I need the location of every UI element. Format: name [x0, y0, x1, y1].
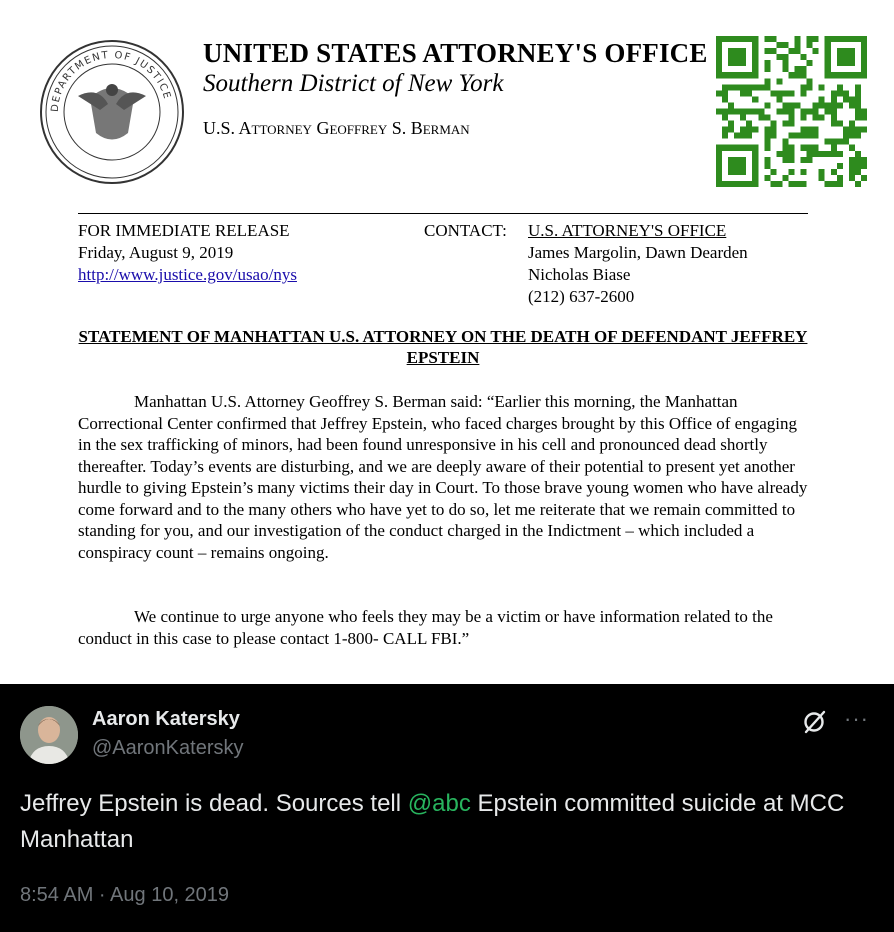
district-name: Southern District of New York	[203, 70, 504, 97]
qr-code-icon	[716, 36, 867, 187]
more-options-icon[interactable]: ···	[844, 706, 869, 731]
release-date: Friday, August 9, 2019	[78, 243, 234, 262]
avatar-image-icon	[20, 706, 78, 764]
doj-seal-icon	[38, 38, 186, 186]
header-divider	[78, 213, 808, 214]
contact-info	[424, 220, 748, 308]
statement-title: STATEMENT OF MANHATTAN U.S. ATTORNEY ON THE DEATH OF DEFENDANT JEFFREY EPSTEIN	[78, 327, 808, 367]
contact-names-1: James Margolin, Dawn Dearden	[528, 243, 748, 262]
release-info	[78, 220, 297, 286]
contact-phone: (212) 637-2600	[528, 287, 635, 306]
tweet-text	[20, 786, 880, 858]
office-title: UNITED STATES ATTORNEY'S OFFICE	[203, 38, 708, 68]
office-url-link[interactable]: http://www.justice.gov/usao/nys	[78, 265, 297, 284]
release-label: FOR IMMEDIATE RELEASE	[78, 221, 290, 240]
svg-text:DEPARTMENT OF JUSTICE: DEPARTMENT OF JUSTICE	[49, 49, 173, 113]
tweet-text-part: Jeffrey Epstein is dead. Sources tell	[20, 790, 408, 817]
mention-link[interactable]: @abc	[407, 790, 471, 817]
grok-icon[interactable]	[800, 708, 828, 736]
statement-paragraph-1: Manhattan U.S. Attorney Geoffrey S. Berman said: “Earlier this morning, the Manhattan Correctional Center confirmed that Jeffrey Epstein, who faced charges brought by this Office of engaging in the sex trafficking of minors, had been found unresponsive in his cell and pronounced dead shortly thereafter. Today’s events are disturbing, and we are deeply aware of their potential to present yet another hurdle to giving Epstein’s many victims their day in Court. To those brave young women who have already come forward and to the many others who have yet to do so, let me reiterate that we remain committed to standing for you, and our investigation of the conduct charged in the Indictment – which included a conspiracy count – remains ongoing.	[78, 392, 808, 562]
statement-paragraph-2: We continue to urge anyone who feels they may be a victim or have information related to the conduct in this case to please contact 1-800- CALL FBI.”	[78, 607, 773, 648]
contact-names-2: Nicholas Biase	[528, 265, 631, 284]
tweet-text-part: Epstein committed suicide at MCC Manhattan	[20, 790, 845, 853]
tweet-timestamp[interactable]: 8:54 AM · Aug 10, 2019	[20, 884, 230, 906]
tweet-card	[0, 684, 894, 932]
attorney-line: U.S. Attorney Geoffrey S. Berman	[203, 118, 470, 138]
contact-office: U.S. ATTORNEY'S OFFICE	[528, 221, 727, 240]
tweet-display-name[interactable]: Aaron Katersky	[92, 708, 240, 730]
avatar[interactable]	[20, 706, 78, 764]
tweet-handle[interactable]: @AaronKatersky	[92, 737, 244, 759]
contact-label: CONTACT:	[424, 221, 507, 240]
